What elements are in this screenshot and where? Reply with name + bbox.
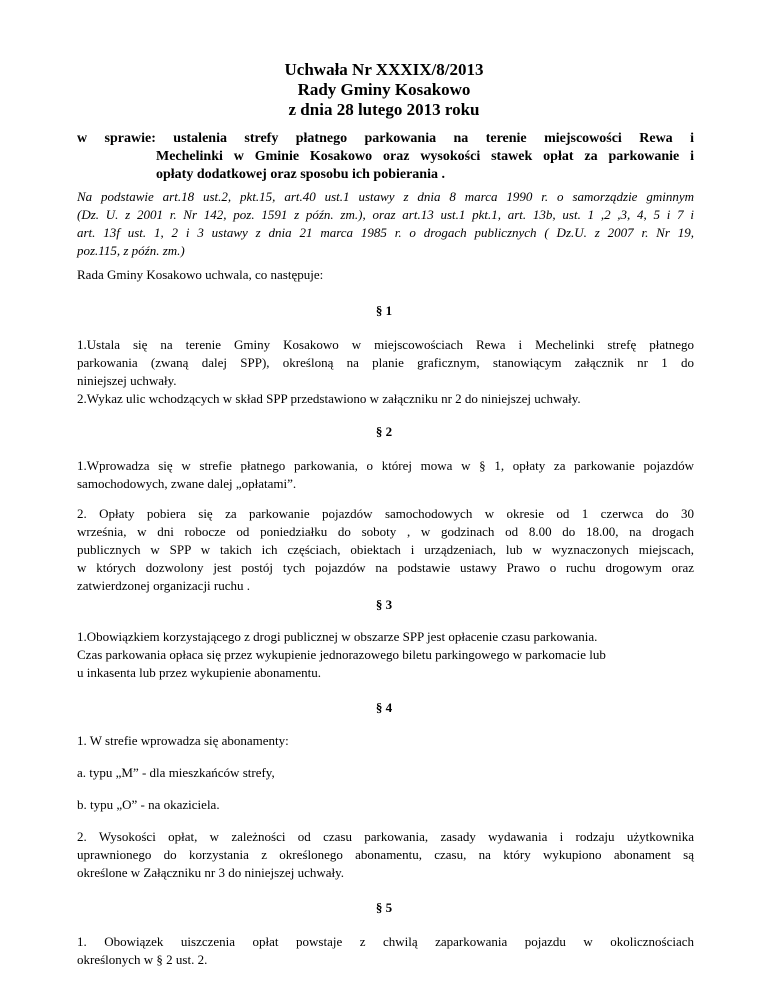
s2-p2-line-3: publicznych w SPP w takich ich częściach, obiektach i urządzeniach, lub w wyznaczonych miejscach, [77,542,694,557]
s2-p1-line-1: 1.Wprowadza się w strefie płatnego parkowania, o której mowa w § 1, opłaty za parkowanie pojazdów [77,458,694,473]
s4-p2-line-1: 2. Wysokości opłat, w zależności od czasu parkowania, zasady wydawania i rodzaju użytkownika [77,829,694,844]
s2-p2-line-2: września, w dni robocze od poniedziałku do soboty , w godzinach od 8.00 do 18.00, na drogach [77,524,694,539]
resolution-date: z dnia 28 lutego 2013 roku [288,100,480,119]
s4-p2-line-2: uprawnionego do korzystania z określonego abonamentu, czasu, na który wykupiono abonament są [77,847,694,862]
section-1-body [77,336,694,408]
legal-basis-line-4: poz.115, z późn. zm.) [77,243,185,258]
section-4-item-b [77,796,694,814]
intro-line: Rada Gminy Kosakowo uchwala, co następuje: [77,267,324,282]
legal-basis-line-3: art. 13f ust. 1, 2 i 3 ustawy z dnia 21 marca 1985 r. o drogach publicznych ( Dz.U. z 2007 r. Nr 19, [77,225,694,240]
section-3-heading: § 3 [375,597,393,612]
s5-p1-line-1: 1. Obowiązek uiszczenia opłat powstaje z chwilą zaparkowania pojazdu w okolicznościach [77,934,694,949]
resolution-number: Uchwała Nr XXXIX/8/2013 [284,60,484,79]
intro-text [77,266,694,284]
resolution-subject [77,130,694,184]
section-5-body [77,933,694,969]
section-3-body [77,628,694,682]
s1-p1-line-3: niniejszej uchwały. [77,373,177,388]
s1-p1-line-2: parkowania (zwaną dalej SPP), określoną na planie graficznym, stanowiącym załącznik nr 1 do [77,355,694,370]
s4-item-b: b. typu „O” - na okaziciela. [77,797,220,812]
legal-basis [77,188,694,260]
section-2-heading: § 2 [375,424,393,439]
s1-p1-line-1: 1.Ustala się na terenie Gminy Kosakowo w miejscowościach Rewa i Mechelinki strefę płatnego [77,337,694,352]
s3-p1-line-2: Czas parkowania opłaca się przez wykupienie jednorazowego biletu parkingowego w parkomacie lub [77,647,606,662]
section-2-para-2 [77,505,694,595]
s2-p2-line-5: zatwierdzonej organizacji ruchu . [77,578,251,593]
subject-line-1: w sprawie: ustalenia strefy płatnego parkowania na terenie miejscowości Rewa i [77,131,694,146]
section-4-item-a [77,764,694,782]
section-1-heading: § 1 [375,303,393,318]
section-2-para-1 [77,457,694,493]
s4-item-a: a. typu „M” - dla mieszkańców strefy, [77,765,275,780]
section-4-para-1 [77,732,694,750]
legal-basis-line-1: Na podstawie art.18 ust.2, pkt.15, art.40 ust.1 ustawy z dnia 8 marca 1990 r. o samorządzie gminnym [77,189,694,204]
section-5-heading: § 5 [375,900,393,915]
s5-p1-line-2: określonych w § 2 ust. 2. [77,952,208,967]
s1-p2-line-1: 2.Wykaz ulic wchodzących w skład SPP przedstawiono w załączniku nr 2 do niniejszej uchwały. [77,391,581,406]
council-name: Rady Gminy Kosakowo [297,80,471,99]
s2-p2-line-4: w których dozwolony jest postój tych pojazdów na podstawie ustawy Prawo o ruchu drogowym oraz [77,560,694,575]
s4-p1: 1. W strefie wprowadza się abonamenty: [77,733,289,748]
s4-p2-line-3: określone w Załączniku nr 3 do niniejszej uchwały. [77,865,345,880]
subject-line-3: opłaty dodatkowej oraz sposobu ich pobierania . [156,167,445,182]
legal-basis-line-2: (Dz. U. z 2001 r. Nr 142, poz. 1591 z późn. zm.), oraz art.13 ust.1 pkt.1, art. 13b, ust. 1 ,2 ,3, 4, 5 i 7 i [77,207,694,222]
s2-p1-line-2: samochodowych, zwane dalej „opłatami”. [77,476,297,491]
section-4-heading: § 4 [375,700,393,715]
s2-p2-line-1: 2. Opłaty pobiera się za parkowanie pojazdów samochodowych w okresie od 1 czerwca do 30 [77,506,694,521]
section-4-para-2 [77,828,694,882]
subject-line-2: Mechelinki w Gminie Kosakowo oraz wysokości stawek opłat za parkowanie i [156,149,694,164]
s3-p1-line-3: u inkasenta lub przez wykupienie abonamentu. [77,665,322,680]
s3-p1-line-1: 1.Obowiązkiem korzystającego z drogi publicznej w obszarze SPP jest opłacenie czasu parkowania. [77,629,598,644]
